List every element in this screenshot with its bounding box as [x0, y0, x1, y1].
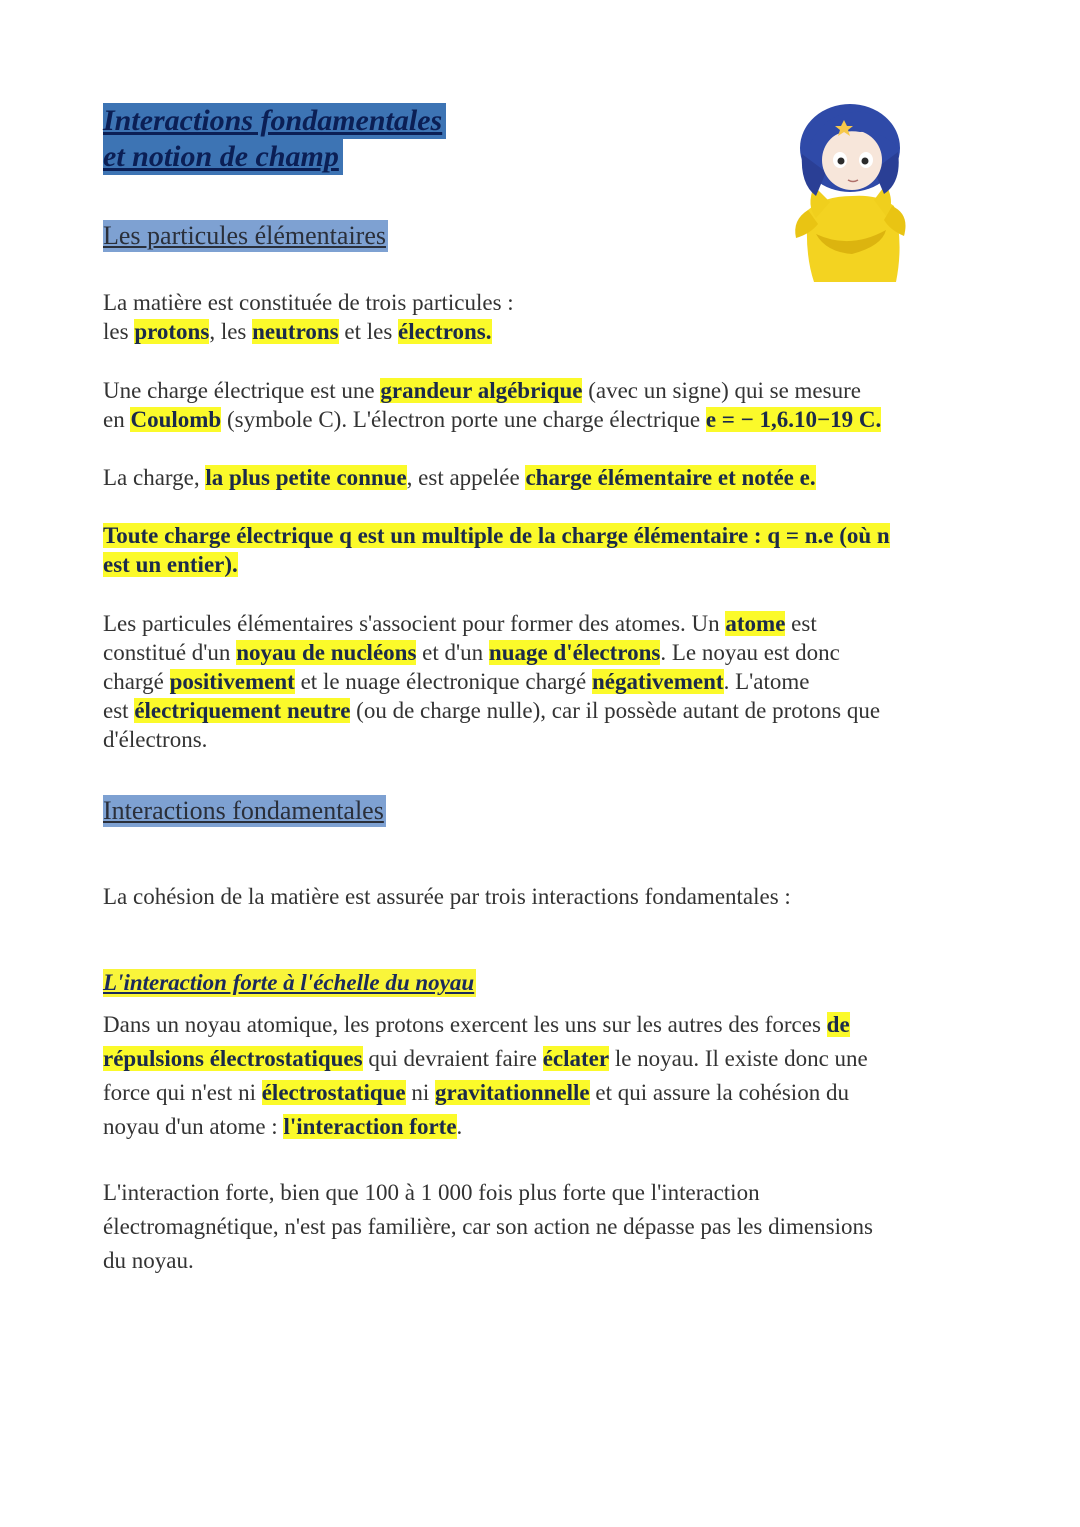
text: ni: [405, 1080, 436, 1105]
highlight-positivement: positivement: [169, 669, 295, 694]
text: (symbole C). L'électron porte une charge électrique: [221, 407, 706, 432]
text: La matière est constituée de trois particules :: [103, 290, 514, 315]
section-heading-text: Les particules élémentaires: [103, 221, 386, 250]
text: est: [785, 611, 817, 636]
highlight-electrostatique: électrostatique: [261, 1080, 406, 1105]
highlight-grandeur-algebrique: grandeur algébrique: [380, 378, 583, 403]
highlight-plus-petite: la plus petite connue: [205, 465, 407, 490]
text: , est appelée: [406, 465, 526, 490]
text: est: [103, 698, 135, 723]
title-line-2: et notion de champ: [103, 139, 343, 175]
text: L'interaction forte, bien que 100 à 1 000 fois plus forte que l'interaction: [103, 1180, 760, 1205]
highlight-charge-electron: e = − 1,6.10−19 C.: [705, 407, 882, 432]
paragraph-charge-elementaire: [103, 463, 983, 492]
text: . L'atome: [723, 669, 810, 694]
section-heading-interactions: [103, 795, 386, 827]
highlight-interaction-forte: l'interaction forte: [283, 1114, 457, 1139]
text: en: [103, 407, 131, 432]
highlight-coulomb: Coulomb: [130, 407, 222, 432]
text: et d'un: [416, 640, 489, 665]
text: et qui assure la cohésion du: [589, 1080, 849, 1105]
section-heading-text: Interactions fondamentales: [103, 796, 384, 825]
text: noyau d'un atome :: [103, 1114, 284, 1139]
text: chargé: [103, 669, 170, 694]
text: d'électrons.: [103, 727, 208, 752]
highlight-multiple-line1: Toute charge électrique q est un multiple de la charge élémentaire : q = n.e (où n: [103, 523, 890, 548]
paragraph-interaction-forte-familiere: [103, 1176, 983, 1278]
text: les: [103, 319, 135, 344]
text: , les: [209, 319, 253, 344]
text: qui devraient faire: [362, 1046, 543, 1071]
document-title: [103, 103, 446, 175]
text: électromagnétique, n'est pas familière, car son action ne dépasse pas les dimensions: [103, 1214, 873, 1239]
highlight-de: de: [826, 1012, 850, 1037]
highlight-nuage: nuage d'électrons: [488, 640, 661, 665]
text: La cohésion de la matière est assurée par trois interactions fondamentales :: [103, 884, 791, 909]
highlight-protons: protons: [134, 319, 210, 344]
text: (avec un signe) qui se mesure: [582, 378, 861, 403]
highlight-multiple-line2: est un entier).: [103, 552, 238, 577]
highlight-charge-elementaire: charge élémentaire et notée e.: [525, 465, 816, 490]
text: (ou de charge nulle), car il possède autant de protons que: [350, 698, 881, 723]
paragraph-cohesion: [103, 882, 983, 911]
highlight-eclater: éclater: [542, 1046, 610, 1071]
subheading-text: L'interaction forte à l'échelle du noyau: [103, 970, 475, 995]
paragraph-atome: [103, 609, 983, 754]
highlight-repulsions: répulsions électrostatiques: [103, 1046, 363, 1071]
text: Dans un noyau atomique, les protons exercent les uns sur les autres des forces: [103, 1012, 827, 1037]
highlight-neutre: électriquement neutre: [134, 698, 351, 723]
title-line-1: Interactions fondamentales: [103, 103, 446, 139]
highlight-atome: atome: [725, 611, 786, 636]
highlight-gravitationnelle: gravitationnelle: [435, 1080, 590, 1105]
text: du noyau.: [103, 1248, 194, 1273]
subheading-interaction-forte: [103, 969, 476, 997]
text: et le nuage électronique chargé: [294, 669, 592, 694]
highlight-negativement: négativement: [592, 669, 724, 694]
text: . Le noyau est donc: [660, 640, 840, 665]
paragraph-matiere: [103, 288, 983, 346]
text: Une charge électrique est une: [103, 378, 381, 403]
highlight-neutrons: neutrons: [252, 319, 339, 344]
highlight-noyau: noyau de nucléons: [236, 640, 417, 665]
text: constitué d'un: [103, 640, 237, 665]
highlight-electrons: électrons.: [398, 319, 492, 344]
text: Les particules élémentaires s'associent pour former des atomes. Un: [103, 611, 726, 636]
text: et les: [338, 319, 399, 344]
paragraph-multiple: [103, 521, 983, 579]
text: le noyau. Il existe donc une: [609, 1046, 868, 1071]
section-heading-particules: [103, 220, 388, 252]
text: La charge,: [103, 465, 206, 490]
text: force qui n'est ni: [103, 1080, 262, 1105]
character-illustration-icon: [786, 102, 916, 284]
paragraph-noyau: [103, 1008, 983, 1144]
paragraph-charge-electrique: [103, 376, 1003, 434]
text: .: [456, 1114, 463, 1139]
